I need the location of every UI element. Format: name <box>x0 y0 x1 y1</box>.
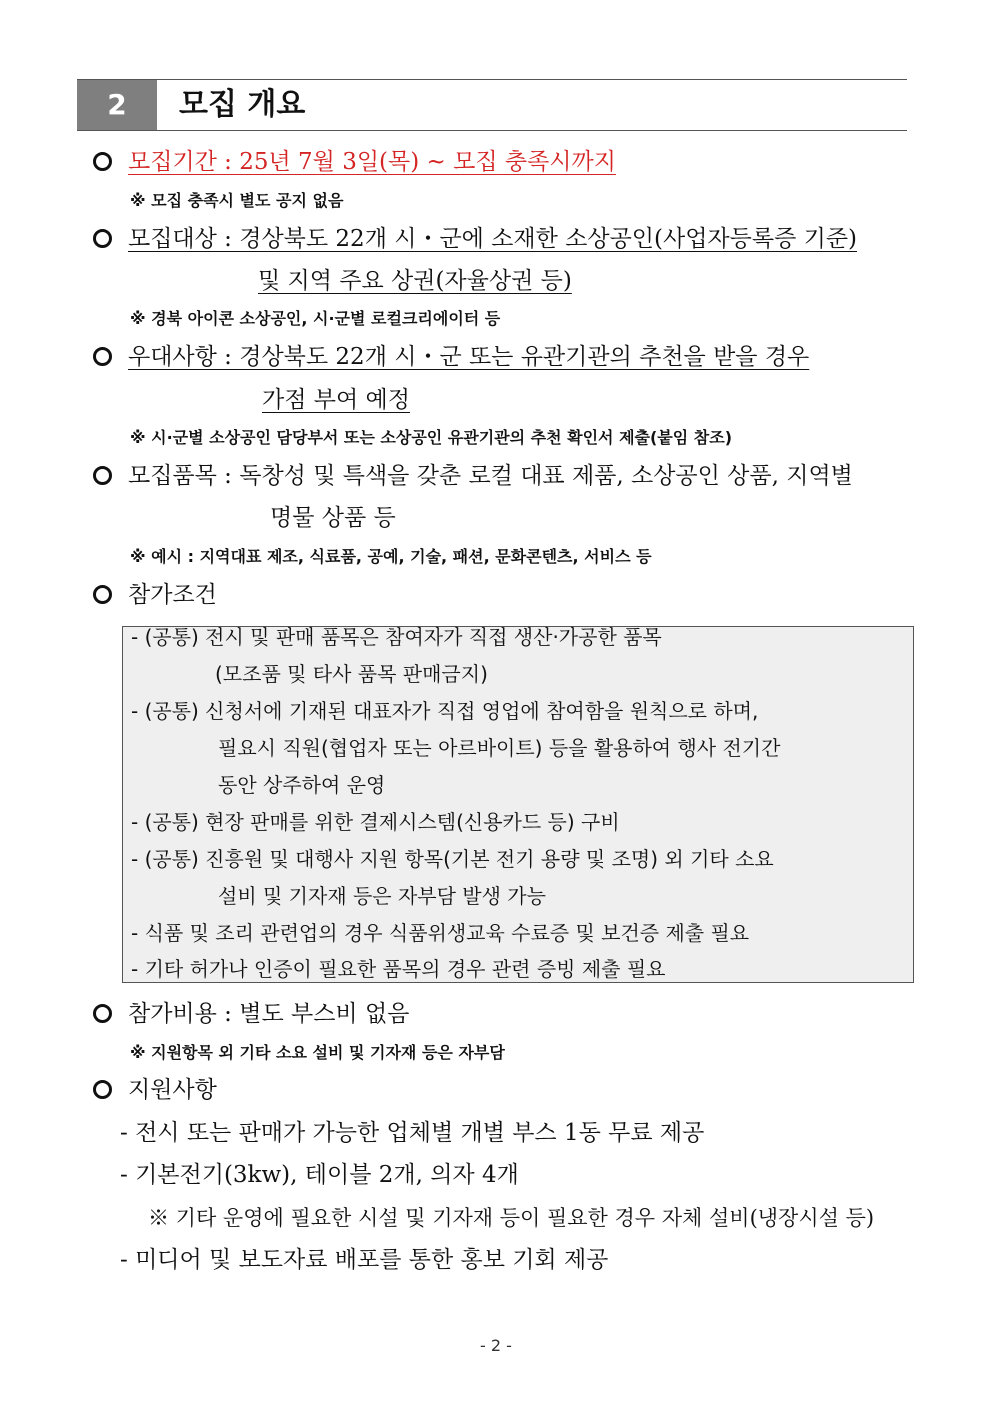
bullet-conditions <box>93 578 217 612</box>
condition-line: - (공통) 현장 판매를 위한 결제시스템(신용카드 등) 구비 <box>131 810 620 834</box>
conditions-title: 참가조건 <box>128 582 217 608</box>
circle-bullet-icon <box>93 1004 112 1023</box>
bullet-target <box>93 222 857 256</box>
period-note: ※ 모집 충족시 별도 공지 없음 <box>130 191 344 210</box>
period-text: 모집기간 : 25년 7월 3일(목) ~ 모집 충족시까지 <box>128 149 616 175</box>
benefit-line2: 가점 부여 예정 <box>262 387 410 413</box>
target-note: ※ 경북 아이콘 소상공인, 시·군별 로컬크리에이터 등 <box>130 309 501 328</box>
bullet-fee <box>93 997 409 1031</box>
page-number: - 2 - <box>480 1336 512 1355</box>
fee-note: ※ 지원항목 외 기타 소요 설비 및 기자재 등은 자부담 <box>130 1043 505 1062</box>
condition-line: - 기타 허가나 인증이 필요한 품목의 경우 관련 증빙 제출 필요 <box>131 957 666 981</box>
circle-bullet-icon <box>93 229 112 248</box>
condition-line: 설비 및 기자재 등은 자부담 발생 가능 <box>218 884 546 908</box>
benefit-line1: 우대사항 : 경상북도 22개 시・군 또는 유관기관의 추천을 받을 경우 <box>128 344 810 370</box>
benefit-note: ※ 시·군별 소상공인 담당부서 또는 소상공인 유관기관의 추천 확인서 제출(붙임 참조) <box>130 428 733 447</box>
condition-line: - 식품 및 조리 관련업의 경우 식품위생교육 수료증 및 보건증 제출 필요 <box>131 921 750 945</box>
circle-bullet-icon <box>93 585 112 604</box>
condition-line: 필요시 직원(협업자 또는 아르바이트) 등을 활용하여 행사 전기간 <box>218 736 781 760</box>
section-number: 2 <box>77 80 157 130</box>
condition-line: - (공통) 전시 및 판매 품목은 참여자가 직접 생산·가공한 품목 <box>131 625 662 649</box>
condition-line: - (공통) 신청서에 기재된 대표자가 직접 영업에 참여함을 원칙으로 하며, <box>131 699 759 723</box>
bullet-support <box>93 1073 217 1107</box>
items-line2: 명물 상품 등 <box>270 505 396 531</box>
support-item: - 기본전기(3kw), 테이블 2개, 의자 4개 <box>120 1162 519 1188</box>
circle-bullet-icon <box>93 466 112 485</box>
support-item: - 미디어 및 보도자료 배포를 통한 홍보 기회 제공 <box>120 1247 609 1273</box>
condition-line: - (공통) 진흥원 및 대행사 지원 항목(기본 전기 용량 및 조명) 외 기타 소요 <box>131 847 774 871</box>
section-header <box>77 79 907 131</box>
items-line1: 모집품목 : 독창성 및 특색을 갖춘 로컬 대표 제품, 소상공인 상품, 지역별 <box>128 463 853 489</box>
conditions-box <box>122 626 914 983</box>
support-title: 지원사항 <box>128 1077 217 1103</box>
support-item-note: ※ 기타 운영에 필요한 시설 및 기자재 등이 필요한 경우 자체 설비(냉장시설 등) <box>148 1206 875 1230</box>
fee-text: 참가비용 : 별도 부스비 없음 <box>128 1001 410 1027</box>
bullet-items <box>93 459 853 493</box>
bullet-benefit <box>93 340 809 374</box>
condition-line: 동안 상주하여 운영 <box>218 773 386 797</box>
support-item: - 전시 또는 판매가 가능한 업체별 개별 부스 1동 무료 제공 <box>120 1120 705 1146</box>
circle-bullet-icon <box>93 1080 112 1099</box>
target-line1: 모집대상 : 경상북도 22개 시・군에 소재한 소상공인(사업자등록증 기준) <box>128 226 858 252</box>
section-title: 모집 개요 <box>179 87 306 122</box>
circle-bullet-icon <box>93 152 112 171</box>
circle-bullet-icon <box>93 347 112 366</box>
items-note: ※ 예시 : 지역대표 제조, 식료품, 공예, 기술, 패션, 문화콘텐츠, 서비스 등 <box>130 547 652 566</box>
condition-line: (모조품 및 타사 품목 판매금지) <box>215 662 488 686</box>
bullet-period <box>93 145 616 179</box>
target-line2: 및 지역 주요 상권(자율상권 등) <box>258 268 572 294</box>
